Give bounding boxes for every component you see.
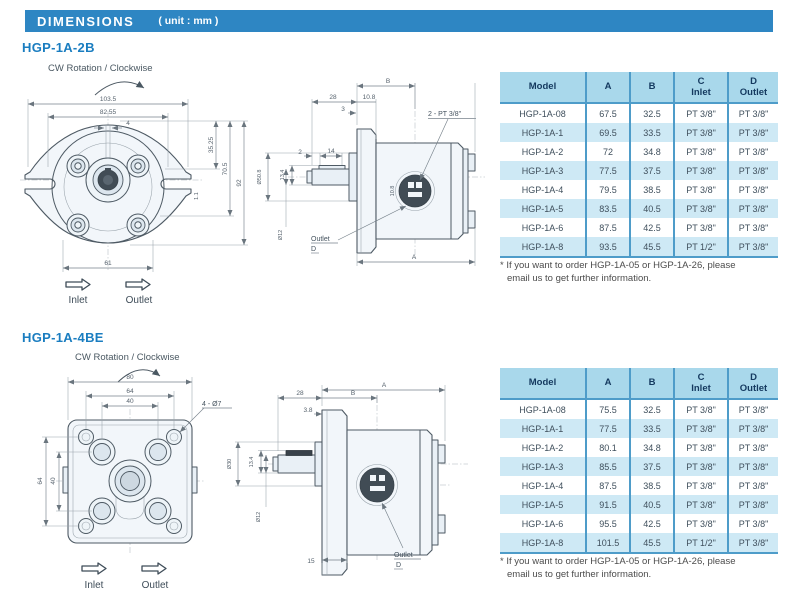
dim-dia-30: Ø30	[227, 458, 233, 470]
cell-b: 32.5	[630, 103, 674, 123]
cell-model: HGP-1A-1	[521, 423, 564, 434]
cell-b: 34.8	[630, 438, 674, 457]
table-row	[500, 142, 778, 161]
cell-d: PT 3/8"	[728, 495, 778, 514]
table-row	[500, 457, 778, 476]
cell-b: 32.5	[630, 399, 674, 419]
cell-d: PT 3/8"	[728, 142, 778, 161]
col-a: A	[586, 72, 630, 103]
cell-b: 42.5	[630, 514, 674, 533]
cell-model: HGP-1A-08	[519, 108, 566, 119]
cell-d: PT 3/8"	[728, 161, 778, 180]
order-note-2: * If you want to order HGP-1A-05 or HGP-1A-26, please email us to get further information.	[500, 556, 736, 580]
dim-13-4-2: 13.4	[249, 456, 255, 468]
dim-3-8: 3.8	[303, 407, 313, 414]
cell-a: 72	[586, 142, 630, 161]
cell-c: PT 3/8"	[674, 457, 728, 476]
inlet-label: Inlet	[84, 580, 104, 591]
cell-model: HGP-1A-6	[521, 222, 564, 233]
table-row	[500, 514, 778, 533]
section-header-bar	[25, 10, 773, 32]
cell-a: 93.5	[586, 237, 630, 257]
cell-b: 37.5	[630, 161, 674, 180]
dim-B-2: B	[350, 390, 356, 397]
cell-model: HGP-1A-4	[521, 184, 564, 195]
dim-103-5: 103.5	[99, 96, 117, 103]
dim-13-4-1: 13.4	[280, 169, 286, 181]
cell-model: HGP-1A-08	[519, 404, 566, 415]
cell-c: PT 1/2"	[674, 533, 728, 553]
cell-a: 87.5	[586, 218, 630, 237]
cell-a: 79.5	[586, 180, 630, 199]
cell-model: HGP-1A-3	[521, 461, 564, 472]
col-b: B	[630, 368, 674, 399]
cell-d: PT 3/8"	[728, 533, 778, 553]
cell-a: 80.1	[586, 438, 630, 457]
cell-model: HGP-1A-3	[521, 165, 564, 176]
cell-d: PT 3/8"	[728, 438, 778, 457]
shaft-bore	[86, 158, 130, 202]
cell-d: PT 3/8"	[728, 399, 778, 419]
side-view-2b	[257, 78, 485, 266]
rotation-label: CW Rotation / Clockwise	[48, 63, 153, 74]
inlet-arrow-icon	[82, 563, 106, 574]
cell-b: 40.5	[630, 199, 674, 218]
cell-b: 45.5	[630, 237, 674, 257]
spec-table-hgp-1a-2b	[500, 72, 778, 258]
dim-61: 61	[104, 260, 112, 267]
drawing-hgp-1a-2b	[20, 55, 495, 315]
cell-model: HGP-1A-6	[521, 518, 564, 529]
cell-c: PT 3/8"	[674, 103, 728, 123]
outlet-port-label: Outlet	[394, 552, 413, 559]
outlet-d-label: D	[396, 562, 402, 569]
cell-d: PT 3/8"	[728, 218, 778, 237]
outlet-port-2b	[396, 172, 435, 211]
cell-d: PT 3/8"	[728, 237, 778, 257]
cell-c: PT 3/8"	[674, 419, 728, 438]
dim-40-v: 40	[50, 477, 57, 485]
table-row	[500, 476, 778, 495]
dim-40: 40	[126, 398, 134, 405]
dim-64: 64	[126, 388, 134, 395]
cell-c: PT 3/8"	[674, 123, 728, 142]
dim-10-8: 10.8	[362, 94, 376, 101]
cell-model: HGP-1A-8	[500, 533, 586, 553]
outlet-d-label: D	[311, 246, 317, 253]
front-view-4be	[37, 374, 232, 591]
dim-dia-50-8: Ø50.8	[257, 169, 263, 185]
cell-d: PT 3/8"	[728, 476, 778, 495]
table-row	[500, 438, 778, 457]
outlet-arrow-icon	[126, 279, 150, 290]
cell-d: PT 3/8"	[728, 103, 778, 123]
dim-10-8-port: 10.8	[390, 185, 396, 197]
dim-A-2: A	[381, 382, 387, 389]
dim-70-5: 70.5	[222, 162, 229, 176]
spec-table-hgp-1a-4be	[500, 368, 778, 554]
outlet-label: Outlet	[125, 295, 153, 306]
cell-model: HGP-1A-2	[521, 146, 564, 157]
col-d-outlet: D Outlet	[728, 72, 778, 103]
table-row	[500, 103, 778, 123]
cell-a: 77.5	[586, 419, 630, 438]
flow-arrows-1	[66, 279, 153, 306]
cell-model: HGP-1A-8	[500, 237, 586, 257]
outlet-port-label: Outlet	[311, 236, 330, 243]
cell-model: HGP-1A-1	[521, 127, 564, 138]
cell-d: PT 3/8"	[728, 514, 778, 533]
cell-b: 38.5	[630, 180, 674, 199]
cell-a: 67.5	[586, 103, 630, 123]
cell-model: HGP-1A-5	[521, 203, 564, 214]
dim-92: 92	[236, 179, 243, 187]
table-row	[500, 237, 778, 257]
col-model: Model	[500, 368, 586, 399]
cell-c: PT 3/8"	[674, 399, 728, 419]
outlet-label: Outlet	[141, 580, 169, 591]
cell-c: PT 3/8"	[674, 218, 728, 237]
cell-model: HGP-1A-2	[521, 442, 564, 453]
model-title-hgp-1a-4be: HGP-1A-4BE	[22, 330, 104, 345]
dim-1-1: 1.1	[194, 192, 200, 200]
cell-b: 33.5	[630, 123, 674, 142]
dim-B-1: B	[385, 78, 391, 85]
table-row	[500, 533, 778, 553]
dim-2: 2	[298, 149, 302, 156]
front-view-2b	[20, 96, 248, 306]
page-title: DIMENSIONS	[37, 13, 135, 29]
dim-64-v: 64	[37, 477, 44, 485]
dim-28-2: 28	[296, 390, 304, 397]
inlet-label: Inlet	[68, 295, 88, 306]
rotation-label: CW Rotation / Clockwise	[75, 352, 180, 363]
cell-c: PT 3/8"	[674, 180, 728, 199]
cell-model: HGP-1A-4	[521, 480, 564, 491]
cell-b: 45.5	[630, 533, 674, 553]
dim-3: 3	[341, 106, 345, 113]
cell-c: PT 3/8"	[674, 495, 728, 514]
cell-d: PT 3/8"	[728, 199, 778, 218]
inlet-arrow-icon	[66, 279, 90, 290]
col-b: B	[630, 72, 674, 103]
flow-arrows-2	[82, 563, 169, 591]
cell-c: PT 1/2"	[674, 237, 728, 257]
cell-b: 37.5	[630, 457, 674, 476]
cell-a: 77.5	[586, 161, 630, 180]
cell-a: 83.5	[586, 199, 630, 218]
side-view-4be	[227, 382, 468, 575]
col-a: A	[586, 368, 630, 399]
table-header-row	[500, 72, 778, 103]
cell-a: 91.5	[586, 495, 630, 514]
cell-b: 42.5	[630, 218, 674, 237]
model-title-hgp-1a-2b: HGP-1A-2B	[22, 40, 95, 55]
dim-4: 4	[126, 120, 130, 127]
rotation-callout-1	[48, 63, 153, 95]
port-spec-label: 2 - PT 3/8"	[428, 111, 462, 118]
dim-28-1: 28	[329, 94, 337, 101]
outlet-arrow-icon	[142, 563, 166, 574]
dim-A-1: A	[411, 254, 417, 261]
cell-a: 87.5	[586, 476, 630, 495]
col-c-inlet: C Inlet	[674, 368, 728, 399]
table-row	[500, 218, 778, 237]
table-row	[500, 180, 778, 199]
outlet-port-4be	[357, 465, 398, 506]
cell-c: PT 3/8"	[674, 142, 728, 161]
dim-80: 80	[126, 374, 134, 381]
cell-b: 38.5	[630, 476, 674, 495]
unit-label: ( unit : mm )	[158, 15, 219, 27]
cell-a: 85.5	[586, 457, 630, 476]
cell-b: 34.8	[630, 142, 674, 161]
drawing-hgp-1a-4be	[20, 345, 495, 595]
table-row	[500, 123, 778, 142]
dim-dia-12-1: Ø12	[278, 229, 284, 241]
table-row	[500, 161, 778, 180]
cell-model: HGP-1A-5	[521, 499, 564, 510]
table-row	[500, 199, 778, 218]
dim-82-55: 82.55	[99, 109, 117, 116]
table-row	[500, 495, 778, 514]
cell-c: PT 3/8"	[674, 476, 728, 495]
col-model: Model	[500, 72, 586, 103]
cell-d: PT 3/8"	[728, 180, 778, 199]
dim-35-25: 35.25	[208, 136, 215, 154]
cell-a: 101.5	[586, 533, 630, 553]
col-c-inlet: C Inlet	[674, 72, 728, 103]
cell-d: PT 3/8"	[728, 123, 778, 142]
order-note-1: * If you want to order HGP-1A-05 or HGP-1A-26, please email us to get further information.	[500, 260, 736, 284]
cell-a: 75.5	[586, 399, 630, 419]
dim-15: 15	[307, 558, 315, 565]
dim-dia-12-2: Ø12	[256, 511, 262, 523]
cell-c: PT 3/8"	[674, 438, 728, 457]
cell-a: 95.5	[586, 514, 630, 533]
cell-d: PT 3/8"	[728, 457, 778, 476]
table-row	[500, 419, 778, 438]
cell-c: PT 3/8"	[674, 199, 728, 218]
dim-14: 14	[327, 148, 335, 155]
table-header-row	[500, 368, 778, 399]
cell-d: PT 3/8"	[728, 419, 778, 438]
dim-4-dia7: 4 - Ø7	[202, 401, 222, 408]
col-d-outlet: D Outlet	[728, 368, 778, 399]
table-row	[500, 399, 778, 419]
cell-c: PT 3/8"	[674, 161, 728, 180]
cell-b: 40.5	[630, 495, 674, 514]
cell-b: 33.5	[630, 419, 674, 438]
cell-a: 69.5	[586, 123, 630, 142]
cell-c: PT 3/8"	[674, 514, 728, 533]
